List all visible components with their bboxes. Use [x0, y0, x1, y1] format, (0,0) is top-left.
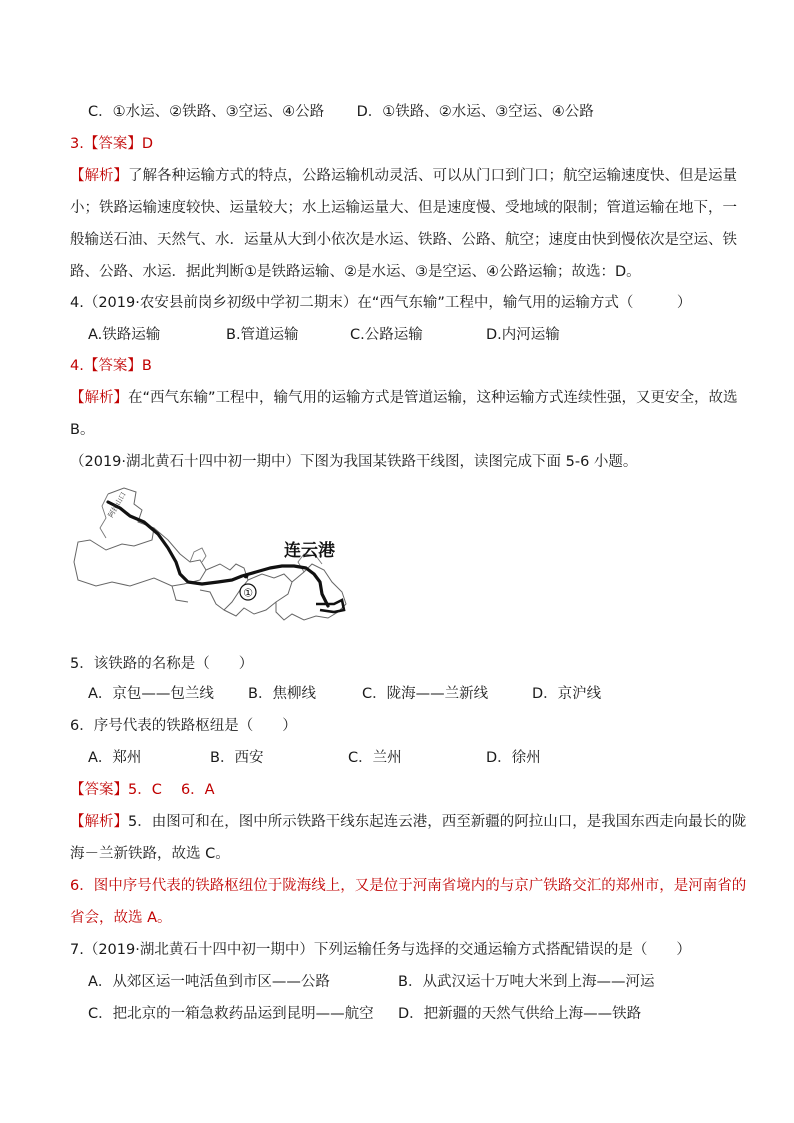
- explanation-3-line-3: 般输送石油、天然气、水．运量从大到小依次是水运、铁路、公路、航空；速度由快到慢依次是空运、铁: [70, 232, 737, 248]
- junction-dot: [244, 574, 249, 579]
- explanation-3-line-1: [70, 166, 737, 186]
- q7-option-b: B．从武汉运十万吨大米到上海——河运: [398, 974, 655, 990]
- q5-option-b: B．焦柳线: [248, 686, 316, 702]
- map-region-outline-shaanxi: [200, 564, 248, 610]
- q4-option-d: D.内河运输: [486, 327, 560, 343]
- explanation-4-tag: 【解析】: [70, 390, 128, 406]
- q5-option-c: C．陇海——兰新线: [362, 686, 489, 702]
- q4-options-row: [88, 325, 748, 345]
- question-7-stem: 7.（2019·湖北黄石十四中初一期中）下列运输任务与选择的交通运输方式搭配错误的是（ ）: [70, 942, 691, 958]
- q6-option-d: D．徐州: [486, 750, 541, 766]
- answer-4-tag: 【答案】: [83, 358, 142, 374]
- explanation-3-tag: 【解析】: [70, 168, 128, 184]
- q3-option-d: D．①铁路、②水运、③空运、④公路: [356, 104, 594, 120]
- explanation-3-text-1: 了解各种运输方式的特点，公路运输机动灵活、可以从门口到门口；航空运输速度快、但是运量: [128, 168, 737, 184]
- q6-options-row: [88, 748, 748, 768]
- q5-option-a: A．京包——包兰线: [88, 686, 214, 702]
- q7-option-c: C．把北京的一箱急救药品运到昆明——航空: [88, 1006, 374, 1022]
- question-5-stem: 5．该铁路的名称是（ ）: [70, 656, 254, 672]
- west-label: 阿拉山口: [106, 490, 128, 519]
- railway-terminus: [316, 600, 344, 612]
- explanation-5-6-tag: 【解析】: [70, 814, 128, 830]
- q4-option-c: C.公路运输: [350, 327, 423, 343]
- q6-option-c: C．兰州: [348, 750, 402, 766]
- answer-5-6: [70, 780, 730, 800]
- answer-3-num: 3.: [70, 136, 84, 152]
- explanation-3-line-2: 小；铁路运输速度较快、运量较大；水上运输运量大、但是速度慢、受地域的限制；管道运输在地下，一: [70, 200, 737, 216]
- q6-option-b: B．西安: [210, 750, 264, 766]
- q7-option-a: A．从郊区运一吨活鱼到市区——公路: [88, 974, 330, 990]
- question-4-stem: 4.（2019·农安县前岗乡初级中学初二期末）在“西气东输”工程中，输气用的运输方式（ ）: [70, 295, 692, 311]
- answer-3-tag: 【答案】: [83, 136, 142, 152]
- q4-option-a: A.铁路运输: [88, 327, 161, 343]
- q7-options-row-1: [88, 972, 748, 992]
- port-label: 连云港: [284, 541, 335, 561]
- q6-option-a: A．郑州: [88, 750, 142, 766]
- intro-5-6: （2019·湖北黄石十四中初一期中）下图为我国某铁路干线图，读图完成下面 5-6 小题。: [70, 454, 638, 470]
- explanation-5-6-text-1: 5．由图可和在，图中所示铁路干线东起连云港，西至新疆的阿拉山口，是我国东西走向最长的陇: [128, 814, 747, 830]
- explanation-5-6-line-2: 海－兰新铁路，故选 C。: [70, 846, 230, 862]
- q3-options-row: [88, 102, 748, 122]
- hub-marker-label: ①: [243, 586, 253, 600]
- answer-5-6-value: 5．C 6．A: [128, 782, 215, 798]
- answer-4-num: 4.: [70, 358, 84, 374]
- explanation-4-line-2: B。: [70, 422, 95, 438]
- q7-options-row-2: [88, 1004, 748, 1024]
- answer-3-value: D: [141, 136, 154, 152]
- explanation-3-line-4: 路、公路、水运．据此判断①是铁路运输、②是水运、③是空运、④公路运输；故选：D。: [70, 264, 641, 280]
- railway-map: [72, 482, 372, 632]
- q4-option-b: B.管道运输: [226, 327, 299, 343]
- q5-options-row: [88, 684, 748, 704]
- q3-option-c: C．①水运、②铁路、③空运、④公路: [88, 104, 325, 120]
- explanation-5-6-line-3: 6．图中序号代表的铁路枢纽位于陇海线上，又是位于河南省境内的与京广铁路交汇的郑州市，是河南省的: [70, 878, 747, 894]
- question-6-stem: 6．序号代表的铁路枢纽是（ ）: [70, 718, 297, 734]
- answer-4-value: B: [141, 358, 152, 374]
- map-region-outline-west: [74, 488, 188, 602]
- answer-3: [70, 134, 730, 154]
- explanation-5-6-line-1: [70, 812, 747, 832]
- answer-5-6-tag: 【答案】: [70, 782, 128, 798]
- answer-4: [70, 356, 730, 376]
- q5-option-d: D．京沪线: [532, 686, 602, 702]
- q7-option-d: D．把新疆的天然气供给上海——铁路: [398, 1006, 642, 1022]
- explanation-5-6-line-4: 省会，故选 A。: [70, 910, 172, 926]
- explanation-4-line-1: [70, 388, 738, 408]
- explanation-4-text-1: 在“西气东输”工程中，输气用的运输方式是管道运输，这种运输方式连续性强，又更安全，故选: [128, 390, 738, 406]
